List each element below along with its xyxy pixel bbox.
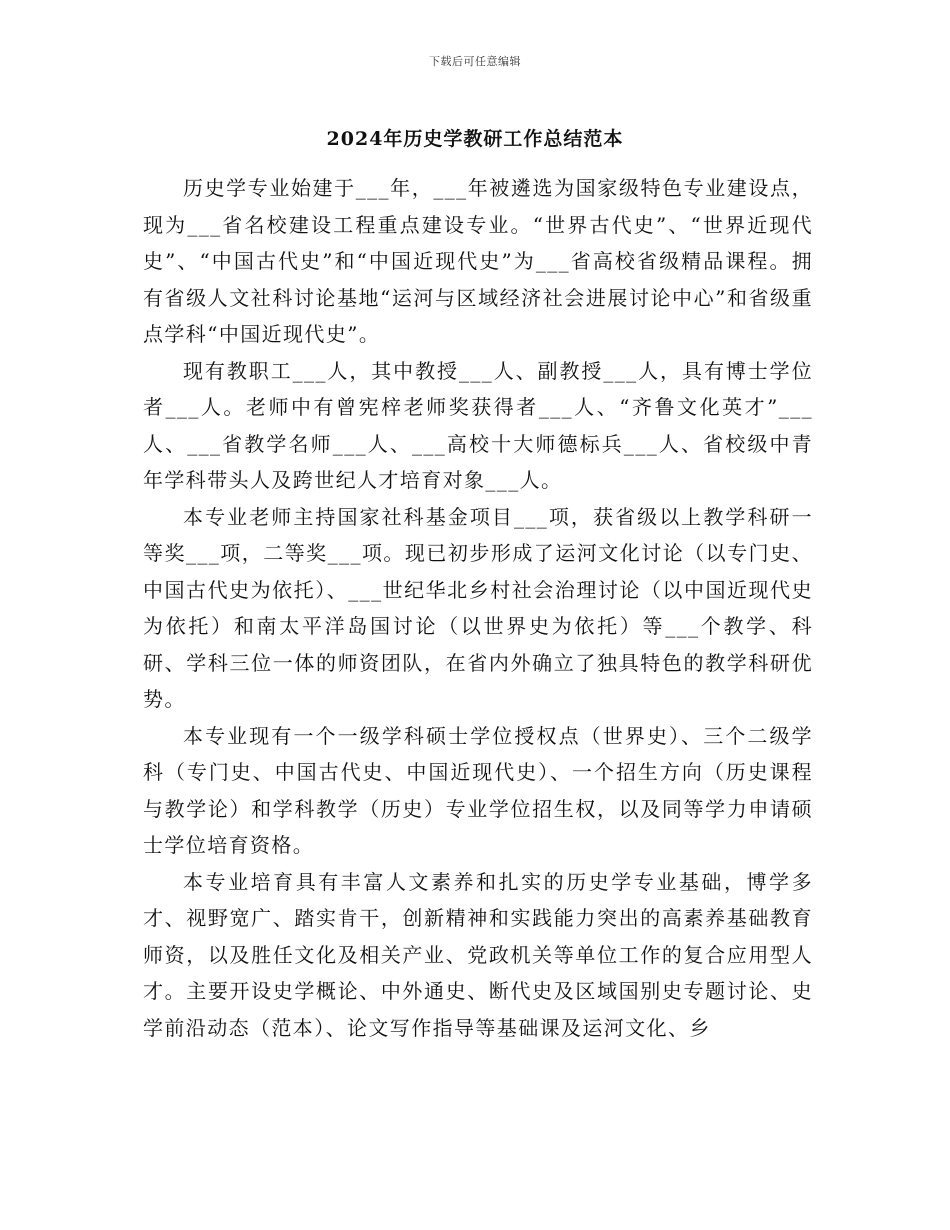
- paragraph-research: 本专业老师主持国家社科基金项目___项，获省级以上教学科研一等奖___项，二等奖___项。现已初步形成了运河文化讨论（以专门史、中国古代史为依托）、___世纪华北乡村社会治理讨论（以中国近现代史为依托）和南太平洋岛国讨论（以世界史为依托）等___个教学、科研、学科三位一体的师资团队，在省内外确立了独具特色的教学科研优势。: [143, 504, 813, 711]
- paragraph-degree-programs: 本专业现有一个一级学科硕士学位授权点（世界史）、三个二级学科（专门史、中国古代史、中国近现代史）、一个招生方向（历史课程与教学论）和学科教学（历史）专业学位招生权，以及同等学力申请硕士学位培育资格。: [143, 723, 813, 857]
- paragraph-faculty: 现有教职工___人，其中教授___人、副教授___人，具有博士学位者___人。老师中有曾宪梓老师奖获得者___人、“齐鲁文化英才”___人、___省教学名师___人、___高校十大师德标兵___人、省校级中青年学科带头人及跨世纪人才培育对象___人。: [143, 358, 813, 492]
- paragraph-history-overview: 历史学专业始建于___年，___年被遴选为国家级特色专业建设点，现为___省名校建设工程重点建设专业。“世界古代史”、“世界近现代史”、“中国古代史”和“中国近现代史”为___省高校省级精品课程。拥有省级人文社科讨论基地“运河与区域经济社会进展讨论中心”和省级重点学科“中国近现代史”。: [143, 176, 813, 346]
- header-note: 下载后可任意编辑: [429, 55, 521, 68]
- document-title: 2024年历史学教研工作总结范本: [326, 128, 624, 150]
- paragraph-training-goals: 本专业培育具有丰富人文素养和扎实的历史学专业基础，博学多才、视野宽广、踏实肯干，创新精神和实践能力突出的高素养基础教育师资，以及胜任文化及相关产业、党政机关等单位工作的复合应用型人才。主要开设史学概论、中外通史、断代史及区域国别史专题讨论、史学前沿动态（范本）、论文写作指导等基础课及运河文化、乡: [143, 869, 813, 1040]
- document-body: [143, 170, 813, 1046]
